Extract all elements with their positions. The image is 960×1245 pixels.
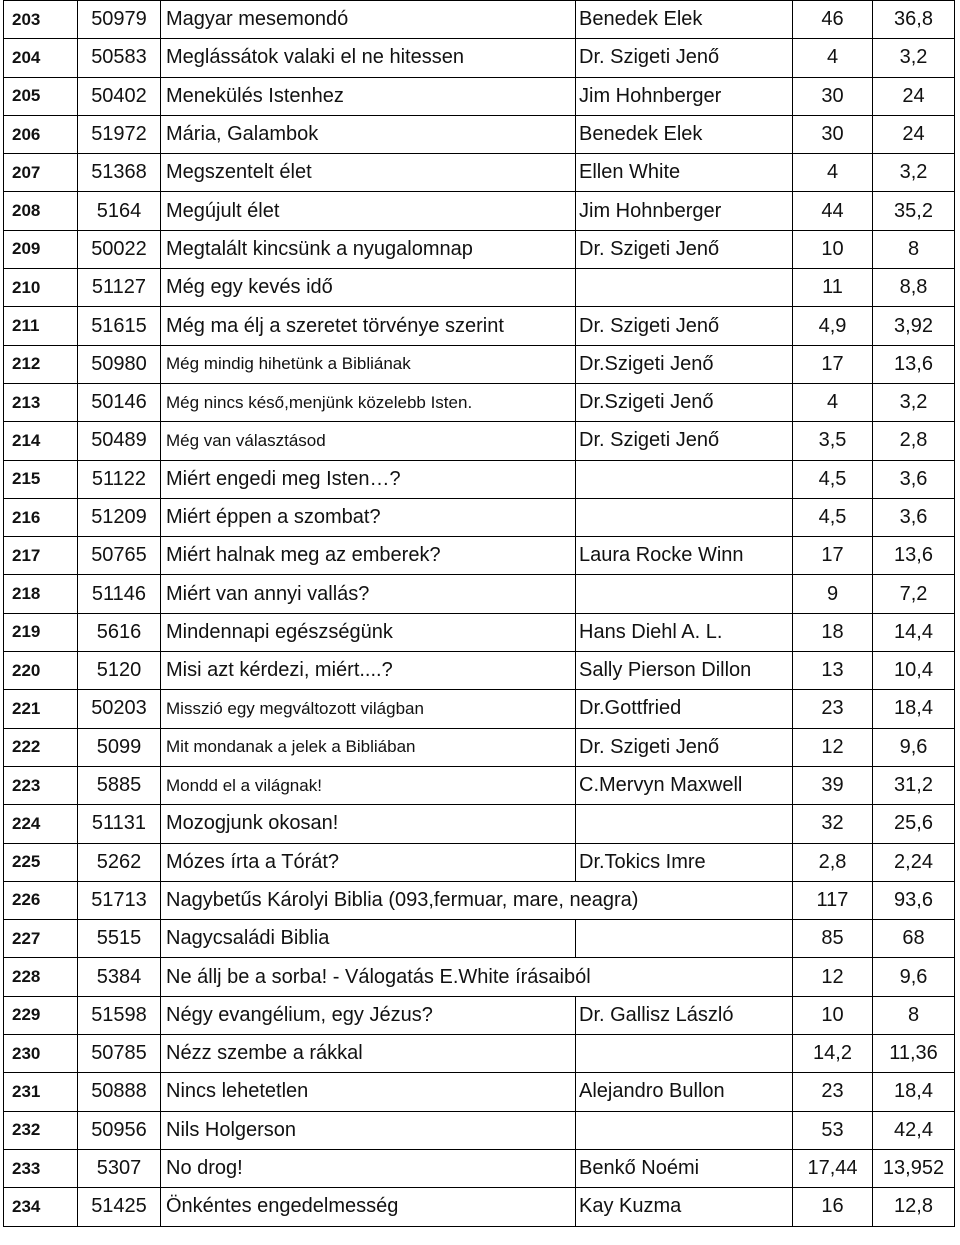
row-number: 203 (4, 1, 78, 39)
book-title: Még egy kevés idő (161, 269, 576, 307)
product-code: 50765 (78, 537, 161, 575)
row-number: 215 (4, 460, 78, 498)
discount-value: 31,2 (873, 766, 955, 804)
product-code: 50956 (78, 1111, 161, 1149)
row-number: 205 (4, 77, 78, 115)
product-code: 5616 (78, 613, 161, 651)
price-value: 17,44 (793, 1149, 873, 1187)
price-value: 4 (793, 383, 873, 421)
price-value: 17 (793, 345, 873, 383)
author-name: Dr. Szigeti Jenő (576, 422, 793, 460)
product-code: 5384 (78, 958, 161, 996)
book-title: Még nincs késő,menjünk közelebb Isten. (161, 383, 576, 421)
price-value: 12 (793, 958, 873, 996)
author-name: Benedek Elek (576, 115, 793, 153)
price-value: 39 (793, 766, 873, 804)
row-number: 221 (4, 690, 78, 728)
author-name (576, 498, 793, 536)
discount-value: 13,952 (873, 1149, 955, 1187)
row-number: 228 (4, 958, 78, 996)
book-title: Önkéntes engedelmesség (161, 1188, 576, 1226)
row-number: 233 (4, 1149, 78, 1187)
author-name: Dr. Szigeti Jenő (576, 307, 793, 345)
table-row (4, 843, 955, 881)
author-name (576, 920, 793, 958)
discount-value: 68 (873, 920, 955, 958)
price-value: 32 (793, 805, 873, 843)
price-value: 4,9 (793, 307, 873, 345)
product-code: 51127 (78, 269, 161, 307)
price-value: 117 (793, 881, 873, 919)
book-title: Még van választásod (161, 422, 576, 460)
row-number: 218 (4, 575, 78, 613)
discount-value: 36,8 (873, 1, 955, 39)
price-value: 4,5 (793, 498, 873, 536)
price-value: 3,5 (793, 422, 873, 460)
author-name: Kay Kuzma (576, 1188, 793, 1226)
book-title: Nils Holgerson (161, 1111, 576, 1149)
discount-value: 25,6 (873, 805, 955, 843)
author-name: Jim Hohnberger (576, 77, 793, 115)
book-title: Miért éppen a szombat? (161, 498, 576, 536)
product-code: 5120 (78, 652, 161, 690)
discount-value: 2,8 (873, 422, 955, 460)
price-value: 9 (793, 575, 873, 613)
author-name (576, 575, 793, 613)
discount-value: 18,4 (873, 690, 955, 728)
product-code: 51131 (78, 805, 161, 843)
discount-value: 9,6 (873, 728, 955, 766)
row-number: 231 (4, 1073, 78, 1111)
product-code: 51122 (78, 460, 161, 498)
discount-value: 13,6 (873, 345, 955, 383)
discount-value: 24 (873, 77, 955, 115)
book-title: Mondd el a világnak! (161, 766, 576, 804)
table-body (4, 1, 955, 1227)
price-value: 2,8 (793, 843, 873, 881)
author-name: Sally Pierson Dillon (576, 652, 793, 690)
author-name (576, 805, 793, 843)
table-row (4, 422, 955, 460)
product-code: 51209 (78, 498, 161, 536)
table-row (4, 77, 955, 115)
price-value: 30 (793, 77, 873, 115)
author-name: Dr. Szigeti Jenő (576, 39, 793, 77)
discount-value: 9,6 (873, 958, 955, 996)
row-number: 219 (4, 613, 78, 651)
table-row (4, 958, 955, 996)
product-code: 50980 (78, 345, 161, 383)
author-name: Dr.Szigeti Jenő (576, 383, 793, 421)
discount-value: 10,4 (873, 652, 955, 690)
table-row (4, 920, 955, 958)
product-code: 50979 (78, 1, 161, 39)
discount-value: 14,4 (873, 613, 955, 651)
product-code: 5515 (78, 920, 161, 958)
discount-value: 93,6 (873, 881, 955, 919)
book-price-table (3, 0, 955, 1227)
discount-value: 24 (873, 115, 955, 153)
price-value: 10 (793, 996, 873, 1034)
author-name: Dr.Szigeti Jenő (576, 345, 793, 383)
book-title: Misszió egy megváltozott világban (161, 690, 576, 728)
row-number: 232 (4, 1111, 78, 1149)
discount-value: 3,6 (873, 460, 955, 498)
row-number: 212 (4, 345, 78, 383)
discount-value: 18,4 (873, 1073, 955, 1111)
table-row (4, 1149, 955, 1187)
book-title: Még ma élj a szeretet törvénye szerint (161, 307, 576, 345)
author-name (576, 1035, 793, 1073)
author-name: Jim Hohnberger (576, 192, 793, 230)
table-row (4, 690, 955, 728)
book-title: Nincs lehetetlen (161, 1073, 576, 1111)
discount-value: 3,6 (873, 498, 955, 536)
row-number: 211 (4, 307, 78, 345)
row-number: 217 (4, 537, 78, 575)
row-number: 208 (4, 192, 78, 230)
row-number: 224 (4, 805, 78, 843)
author-name (576, 460, 793, 498)
row-number: 222 (4, 728, 78, 766)
product-code: 5164 (78, 192, 161, 230)
author-name: Benedek Elek (576, 1, 793, 39)
row-number: 204 (4, 39, 78, 77)
product-code: 51425 (78, 1188, 161, 1226)
book-title: Nagycsaládi Biblia (161, 920, 576, 958)
price-value: 11 (793, 269, 873, 307)
book-title: Miért van annyi vallás? (161, 575, 576, 613)
author-name: Dr. Szigeti Jenő (576, 728, 793, 766)
product-code: 50489 (78, 422, 161, 460)
price-value: 46 (793, 1, 873, 39)
author-name (576, 269, 793, 307)
discount-value: 8 (873, 996, 955, 1034)
product-code: 51146 (78, 575, 161, 613)
row-number: 216 (4, 498, 78, 536)
book-title: Mit mondanak a jelek a Bibliában (161, 728, 576, 766)
table-row (4, 537, 955, 575)
product-code: 5885 (78, 766, 161, 804)
author-name: Alejandro Bullon (576, 1073, 793, 1111)
product-code: 50785 (78, 1035, 161, 1073)
table-row (4, 460, 955, 498)
table-row (4, 881, 955, 919)
price-value: 44 (793, 192, 873, 230)
price-value: 85 (793, 920, 873, 958)
discount-value: 3,92 (873, 307, 955, 345)
price-value: 4 (793, 154, 873, 192)
discount-value: 42,4 (873, 1111, 955, 1149)
book-title: Ne állj be a sorba! - Válogatás E.White írásaiból (161, 958, 793, 996)
author-name: Hans Diehl A. L. (576, 613, 793, 651)
price-value: 12 (793, 728, 873, 766)
table-row (4, 192, 955, 230)
row-number: 210 (4, 269, 78, 307)
price-value: 4,5 (793, 460, 873, 498)
table-row (4, 728, 955, 766)
discount-value: 11,36 (873, 1035, 955, 1073)
product-code: 51598 (78, 996, 161, 1034)
row-number: 225 (4, 843, 78, 881)
book-title: Négy evangélium, egy Jézus? (161, 996, 576, 1034)
discount-value: 8,8 (873, 269, 955, 307)
table-row (4, 345, 955, 383)
table-row (4, 307, 955, 345)
author-name: C.Mervyn Maxwell (576, 766, 793, 804)
price-value: 18 (793, 613, 873, 651)
book-title: Megszentelt élet (161, 154, 576, 192)
price-value: 17 (793, 537, 873, 575)
table-row (4, 1035, 955, 1073)
table-row (4, 498, 955, 536)
table-row (4, 269, 955, 307)
row-number: 227 (4, 920, 78, 958)
author-name: Laura Rocke Winn (576, 537, 793, 575)
product-code: 51615 (78, 307, 161, 345)
table-row (4, 39, 955, 77)
author-name: Dr.Tokics Imre (576, 843, 793, 881)
table-row (4, 575, 955, 613)
discount-value: 8 (873, 230, 955, 268)
product-code: 5307 (78, 1149, 161, 1187)
book-title: Megtalált kincsünk a nyugalomnap (161, 230, 576, 268)
author-name: Ellen White (576, 154, 793, 192)
author-name: Dr. Szigeti Jenő (576, 230, 793, 268)
book-title: Meglássátok valaki el ne hitessen (161, 39, 576, 77)
book-title: Mozogjunk okosan! (161, 805, 576, 843)
book-title: Mózes írta a Tórát? (161, 843, 576, 881)
book-title: Mária, Galambok (161, 115, 576, 153)
row-number: 207 (4, 154, 78, 192)
price-value: 23 (793, 1073, 873, 1111)
row-number: 214 (4, 422, 78, 460)
table-row (4, 1, 955, 39)
row-number: 223 (4, 766, 78, 804)
book-title: Misi azt kérdezi, miért....? (161, 652, 576, 690)
product-code: 5099 (78, 728, 161, 766)
product-code: 50402 (78, 77, 161, 115)
book-title: Magyar mesemondó (161, 1, 576, 39)
table-row (4, 154, 955, 192)
product-code: 50022 (78, 230, 161, 268)
price-value: 13 (793, 652, 873, 690)
table-row (4, 230, 955, 268)
price-value: 10 (793, 230, 873, 268)
row-number: 220 (4, 652, 78, 690)
table-row (4, 1111, 955, 1149)
product-code: 50203 (78, 690, 161, 728)
price-value: 30 (793, 115, 873, 153)
book-title: No drog! (161, 1149, 576, 1187)
price-value: 4 (793, 39, 873, 77)
book-title: Miért halnak meg az emberek? (161, 537, 576, 575)
book-title: Menekülés Istenhez (161, 77, 576, 115)
row-number: 226 (4, 881, 78, 919)
row-number: 206 (4, 115, 78, 153)
discount-value: 3,2 (873, 383, 955, 421)
author-name (576, 1111, 793, 1149)
table-row (4, 613, 955, 651)
price-value: 23 (793, 690, 873, 728)
discount-value: 7,2 (873, 575, 955, 613)
table-row (4, 1073, 955, 1111)
product-code: 51713 (78, 881, 161, 919)
row-number: 234 (4, 1188, 78, 1226)
author-name: Dr. Gallisz László (576, 996, 793, 1034)
price-value: 14,2 (793, 1035, 873, 1073)
table-row (4, 805, 955, 843)
book-title: Miért engedi meg Isten…? (161, 460, 576, 498)
discount-value: 2,24 (873, 843, 955, 881)
book-title: Mindennapi egészségünk (161, 613, 576, 651)
row-number: 213 (4, 383, 78, 421)
table-row (4, 383, 955, 421)
price-value: 16 (793, 1188, 873, 1226)
product-code: 5262 (78, 843, 161, 881)
book-title: Nagybetűs Károlyi Biblia (093,fermuar, mare, neagra) (161, 881, 793, 919)
book-title: Nézz szembe a rákkal (161, 1035, 576, 1073)
table-row (4, 996, 955, 1034)
row-number: 209 (4, 230, 78, 268)
author-name: Dr.Gottfried (576, 690, 793, 728)
row-number: 230 (4, 1035, 78, 1073)
product-code: 50146 (78, 383, 161, 421)
discount-value: 3,2 (873, 39, 955, 77)
discount-value: 12,8 (873, 1188, 955, 1226)
product-code: 51368 (78, 154, 161, 192)
table-row (4, 766, 955, 804)
book-title: Megújult élet (161, 192, 576, 230)
book-title: Még mindig hihetünk a Bibliának (161, 345, 576, 383)
table-row (4, 652, 955, 690)
product-code: 51972 (78, 115, 161, 153)
product-code: 50888 (78, 1073, 161, 1111)
author-name: Benkő Noémi (576, 1149, 793, 1187)
product-code: 50583 (78, 39, 161, 77)
table-row (4, 1188, 955, 1226)
discount-value: 13,6 (873, 537, 955, 575)
row-number: 229 (4, 996, 78, 1034)
discount-value: 3,2 (873, 154, 955, 192)
table-row (4, 115, 955, 153)
price-value: 53 (793, 1111, 873, 1149)
discount-value: 35,2 (873, 192, 955, 230)
